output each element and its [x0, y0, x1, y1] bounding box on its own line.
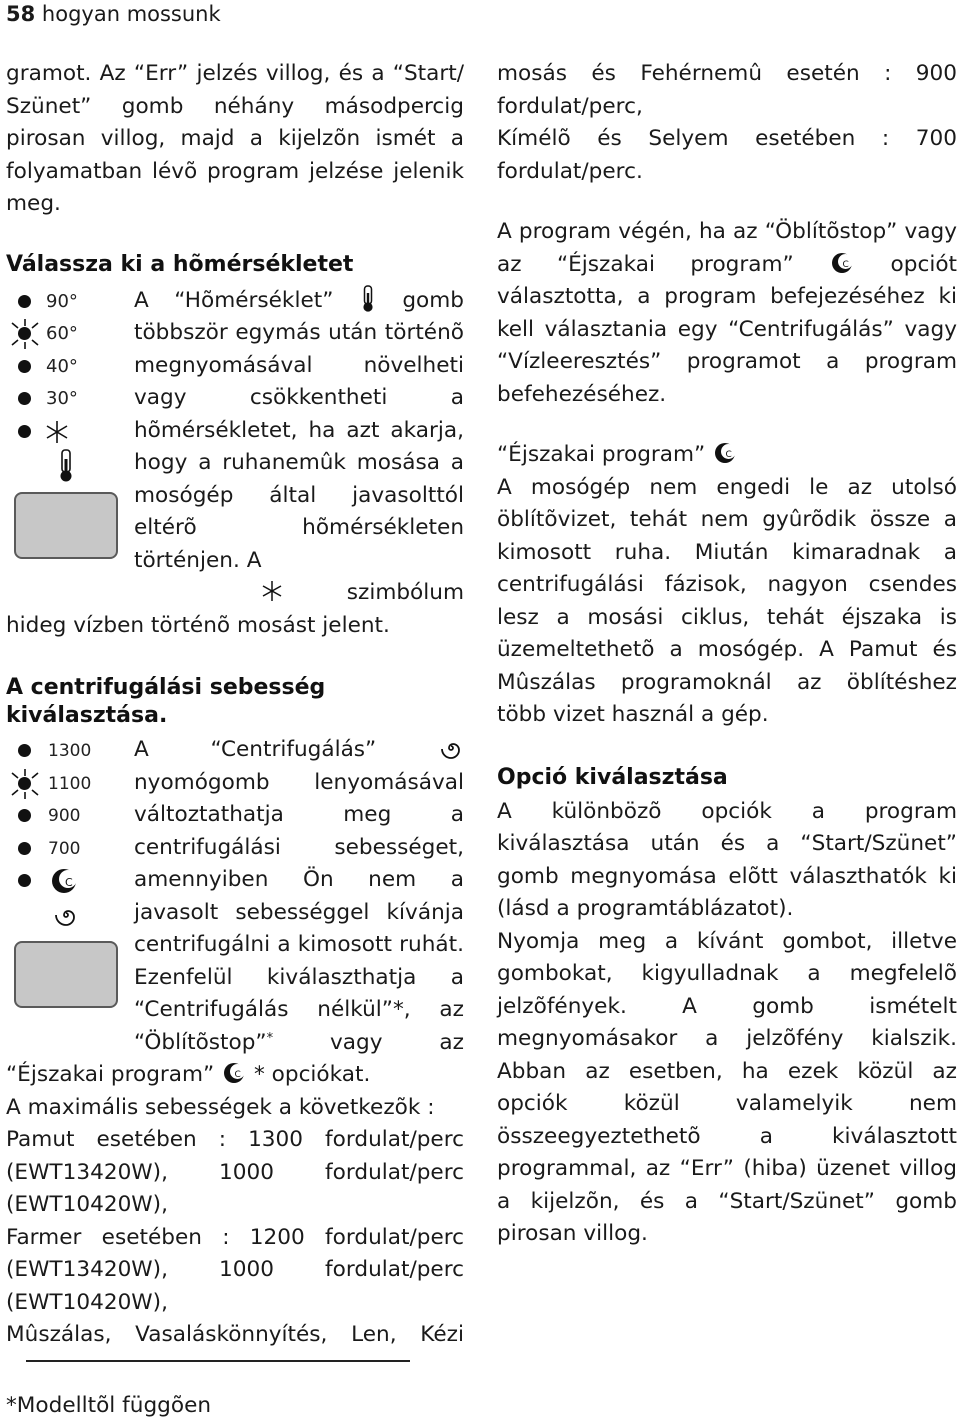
right-column	[497, 58, 957, 1251]
svg-text:C: C	[725, 450, 732, 460]
temp-indicator-cold	[6, 415, 132, 448]
indicator-led	[18, 392, 31, 405]
temp-indicator-90	[6, 285, 132, 318]
spin-indicator-900	[6, 799, 132, 832]
spin-icon	[54, 903, 78, 927]
footnote-divider	[26, 1360, 410, 1362]
svg-text:C: C	[234, 1070, 241, 1080]
temp-indicator-60	[6, 317, 132, 350]
indicator-led	[18, 360, 31, 373]
temp-label: 30°	[46, 388, 78, 409]
temp-text-a: A “Hõmérséklet”	[134, 287, 334, 313]
spin-label: 900	[48, 806, 81, 826]
night-program-title	[497, 439, 957, 472]
led-rays-icon	[8, 317, 42, 351]
temp-indicator-30	[6, 382, 132, 415]
spin-text-b: nyomógomb lenyomásával változtathatja meg a centrifugálási sebességet, amennyiben Ön nem a javasolt sebességgel kívánja centrifugálni a kimosott ruhát. Ezenfelül kiválaszthatja a “Centrifugálás nélkül”*, az “Öblítõstop”	[134, 769, 464, 1055]
speeds-continued-1: mosás és Fehérnemû esetén : 900 fordulat/perc,	[497, 61, 957, 119]
night-program-icon	[50, 867, 78, 895]
left-column	[6, 58, 464, 1352]
option-paragraph-2: Nyomja meg a kívánt gombot, illetve gombokat, kigyulladnak a megfelelõ jelzõfények. A gomb ismételt megnyomásakor a jelzõfény kialszik. Abban az esetben, ha ezek közül az opciók közül valamelyik nem összeegyeztethetõ a kiválasztott programmal, az “Err” (hiba) üzenet villog a kijelzõn, és a “Start/Szünet” gomb pirosan villog.	[497, 928, 957, 1246]
thermometer-icon	[58, 449, 74, 483]
option-paragraph-1: A különbözõ opciók a program kiválasztása után és a “Start/Szünet” gomb megnyomása elõtt választhatók ki (lásd a programtáblázatot).	[497, 798, 957, 921]
temp-label: 40°	[46, 355, 78, 377]
temp-text-c: szimbólum hideg vízben történõ mosást jelent.	[6, 580, 464, 638]
svg-text:C: C	[842, 259, 849, 270]
temp-label: 60°	[46, 323, 78, 344]
max-speeds-synthetics: Mûszálas, Vasaláskönnyítés, Len, Kézi	[6, 1322, 464, 1347]
temp-label: 90°	[46, 290, 78, 312]
spin-icon-row	[6, 897, 132, 930]
spin-text-c: vagy az “Éjszakai program”	[6, 1029, 464, 1087]
indicator-led	[18, 744, 31, 757]
spin-icon	[440, 737, 462, 759]
spin-label: 700	[48, 838, 81, 859]
option-heading: Opció kiválasztása	[497, 764, 728, 790]
cold-wash-icon	[260, 579, 284, 603]
indicator-led	[18, 425, 31, 438]
temperature-indicator-panel	[6, 285, 132, 578]
temperature-button[interactable]	[14, 492, 118, 559]
indicator-led	[18, 842, 31, 855]
thermometer-row	[6, 447, 132, 480]
program-end-a: A program végén, ha az “Öblítõstop” vagy az “Éjszakai program”	[497, 219, 957, 277]
spin-indicator-night	[6, 864, 132, 897]
indicator-led	[18, 809, 31, 822]
night-program-text: A mosógép nem engedi le az utolsó öblítõvizet, tehát nem gyûrõdik össze a kimosott ruha. Miután kimaradnak a centrifugálási fázisok, nagyon csendes lesz a mosási ciklus, tehát éjszaka is üzemeltethetõ a mosógép. A Pamut és Mûszálas programoknál az öblítéshez több vizet használ a gép.	[497, 474, 957, 727]
footnote: *Modelltõl függõen	[6, 1393, 212, 1418]
program-end-b: opciót választotta, a program befejezéséhez ki kell választania egy “Centrifugálás” vagy “Vízleeresztés” programot a program befehezéséhez.	[497, 251, 957, 407]
spin-label: 1100	[48, 773, 92, 794]
page-number: 58	[6, 2, 36, 26]
intro-paragraph: gramot. Az “Err” jelzés villog, és a “Start/ Szünet” gomb néhány másodpercig pirosan villog, majd a kijelzõn ismét a folyamatban lévõ program jelzése jelenik meg.	[6, 61, 464, 216]
section-title: hogyan mossunk	[41, 2, 221, 26]
indicator-led	[18, 295, 31, 308]
temp-indicator-40	[6, 350, 132, 383]
footnote-marker: *	[266, 1030, 274, 1046]
program-end-paragraph	[497, 216, 957, 411]
speeds-continued-2: Kímélõ és Selyem esetében : 700 fordulat/perc.	[497, 126, 957, 184]
spin-text-d: * opciókat.	[253, 1062, 371, 1087]
night-program-icon	[714, 442, 736, 464]
spin-indicator-700	[6, 832, 132, 865]
svg-text:C: C	[65, 876, 73, 889]
spin-text-a: A “Centrifugálás”	[134, 737, 377, 762]
spin-indicator-1300	[6, 734, 132, 767]
night-title-text: “Éjszakai program”	[497, 442, 706, 467]
spin-heading: A centrifugálási sebesség kiválasztása.	[6, 675, 326, 728]
page-header	[6, 0, 221, 28]
max-speeds-jeans: Farmer esetében : 1200 fordulat/perc (EWT13420W), 1000 fordulat/perc (EWT10420W),	[6, 1224, 464, 1315]
cold-wash-icon	[44, 419, 70, 445]
night-program-icon	[223, 1062, 245, 1084]
max-speeds-cotton: Pamut esetében : 1300 fordulat/perc (EWT13420W), 1000 fordulat/perc (EWT10420W),	[6, 1127, 464, 1217]
led-rays-icon	[8, 767, 42, 801]
spin-button[interactable]	[14, 941, 118, 1008]
indicator-led	[18, 874, 31, 887]
spin-label: 1300	[48, 741, 92, 761]
max-speeds-intro: A maximális sebességek a következõk :	[6, 1094, 435, 1120]
temperature-heading: Válassza ki a hõmérsékletet	[6, 251, 354, 277]
thermometer-icon	[361, 285, 375, 313]
temp-text-b: gomb többször egymás után történõ megnyomásával növelheti vagy csökkentheti a hõmérsékletet, ha azt akarja, hogy a ruhanemûk mosása a mosógép által javasolttól eltérõ hõmérsékleten történjen. A	[134, 287, 464, 573]
night-program-icon	[831, 252, 853, 274]
spin-indicator-1100	[6, 767, 132, 800]
spin-indicator-panel	[6, 734, 132, 1027]
